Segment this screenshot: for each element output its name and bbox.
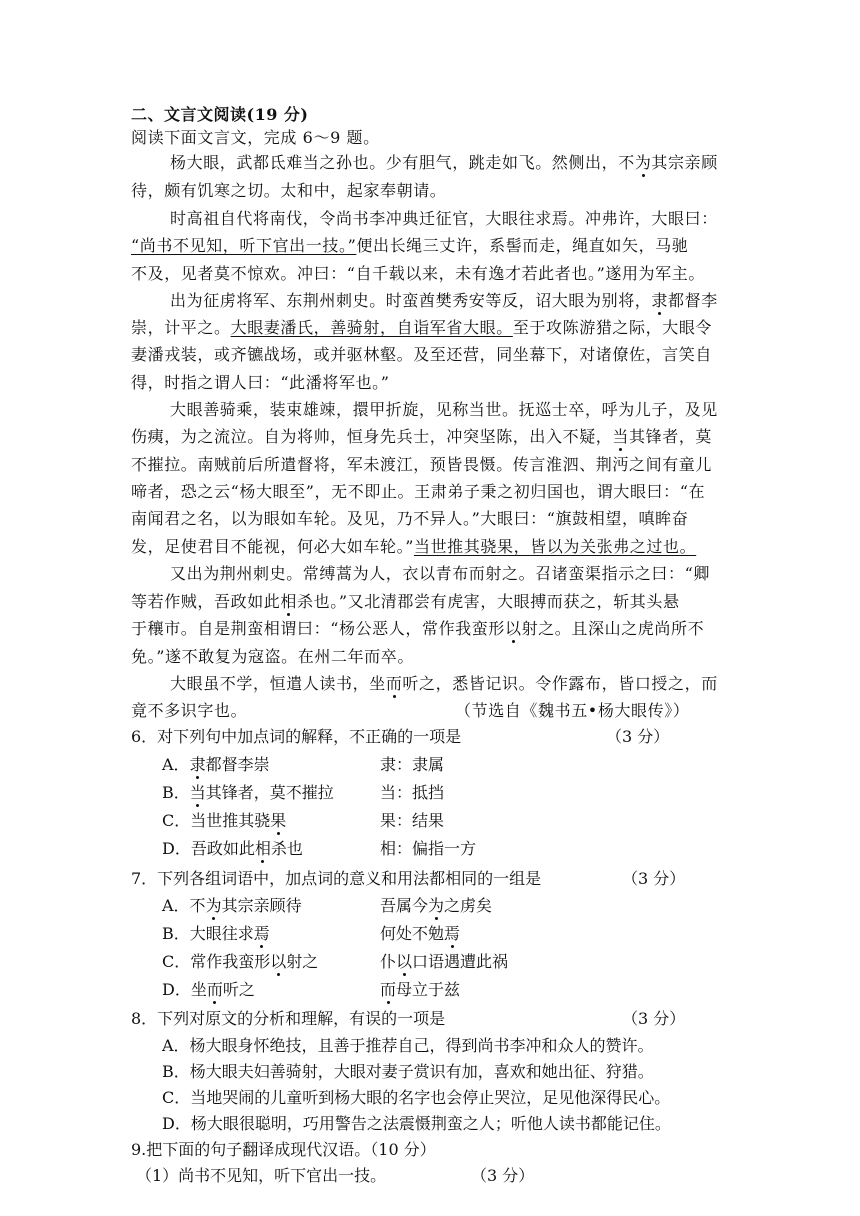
emphasis-dot-char: 而 xyxy=(206,980,223,999)
underlined-sentence: 当世推其骁果，皆以为关张弗之过也。 xyxy=(413,537,697,556)
passage-line: “尚书不见知，听下官出一技。”便出长绳三丈许，系髻而走，绳直如矢，马驰 xyxy=(131,236,689,255)
emphasis-dot-char: 以 xyxy=(270,952,287,971)
passage-line: 大眼虽不学，恒遣人读书，坐而听之，悉皆记识。令作露布，皆口授之，而 xyxy=(170,674,718,693)
passage-source: （节选自《魏书五•杨大眼传》） xyxy=(455,701,690,720)
q7-option-c: C．常作我蛮形以射之 xyxy=(162,952,319,971)
q6-option-c: C．当世推其骁果 xyxy=(162,811,287,830)
question-9-sub1: （1）尚书不见知，听下官出一技。 xyxy=(136,1166,387,1185)
q6-option-a: A．隶都督李崇 xyxy=(162,755,270,774)
q7-option-b: B．大眼往求焉 xyxy=(162,924,270,943)
underlined-sentence: 大眼妻潘氏，善骑射，自诣军省大眼。 xyxy=(230,318,513,337)
emphasis-dot-char: 相 xyxy=(254,839,271,858)
q6-option-c-gloss: 果：结果 xyxy=(380,811,445,830)
emphasis-dot-char: 而 xyxy=(380,980,397,999)
q7-option-b-compare: 何处不勉焉 xyxy=(380,924,461,943)
emphasis-dot-char: 隶 xyxy=(651,291,669,310)
q6-option-d-gloss: 相：偏指一方 xyxy=(380,839,477,858)
passage-line: 等若作贼，吾政如此相杀也。”又北清郡尝有虎害，大眼搏而获之，斩其头悬 xyxy=(131,592,680,611)
passage-line: 又出为荆州刺史。常缚蒿为人，衣以青布而射之。召诸蛮渠指示之曰：“卿 xyxy=(170,564,710,583)
passage-line: 不及，见者莫不惊欢。冲曰：“自千载以来，未有逸才若此者也。”遂用为军主。 xyxy=(131,264,705,283)
emphasis-dot-char: 隶 xyxy=(189,755,206,774)
question-6-score: （3 分） xyxy=(606,727,670,746)
question-9-sub1-score: （3 分） xyxy=(471,1166,535,1185)
q7-option-d: D．坐而听之 xyxy=(162,980,255,999)
q6-option-a-gloss: 隶：隶属 xyxy=(380,755,445,774)
passage-line: 发，足使君目不能视，何必大如车轮。”当世推其骁果，皆以为关张弗之过也。 xyxy=(131,537,697,556)
question-7-stem: 7．下列各组词语中，加点词的意义和用法都相同的一组是 xyxy=(131,869,542,888)
emphasis-dot-char: 当 xyxy=(612,427,630,446)
emphasis-dot-char: 为 xyxy=(428,896,445,915)
q6-option-d: D．吾政如此相杀也 xyxy=(162,839,303,858)
emphasis-dot-char: 当 xyxy=(189,783,206,802)
passage-line: 得，时指之谓人曰：“此潘将军也。” xyxy=(131,373,390,392)
passage-line: 妻潘戎装，或齐镳战场，或并驱林壑。及至还营，同坐幕下，对诸僚佐，言笑自 xyxy=(131,345,713,364)
q7-option-a: A．不为其宗亲顾待 xyxy=(162,896,302,915)
passage-line: 出为征虏将军、东荆州刺史。时蛮酋樊秀安等反，诏大眼为别将，隶都督李 xyxy=(170,291,718,310)
q6-option-b-gloss: 当：抵挡 xyxy=(380,783,445,802)
passage-line: 于穰市。自是荆蛮相谓曰：“杨公恶人，常作我蛮形以射之。且深山之虎尚所不 xyxy=(131,619,705,638)
question-7-score: （3 分） xyxy=(622,869,686,888)
section-title: 二、文言文阅读(19 分) xyxy=(131,105,309,124)
emphasis-dot-char: 果 xyxy=(270,811,287,830)
question-9-stem: 9.把下面的句子翻译成现代汉语。（10 分） xyxy=(131,1140,436,1159)
question-8-score: （3 分） xyxy=(622,1009,686,1028)
passage-line: 竟不多识字也。 xyxy=(131,701,248,720)
emphasis-dot-char: 焉 xyxy=(253,924,270,943)
emphasis-dot-char: 为 xyxy=(634,153,652,172)
passage-line: 崇，计平之。大眼妻潘氏，善骑射，自诣军省大眼。至于攻陈游猎之际，大眼令 xyxy=(131,318,713,337)
passage-line: 杨大眼，武都氐难当之孙也。少有胆气，跳走如飞。然侧出，不为其宗亲顾 xyxy=(170,153,718,172)
q8-option-c: C．当地哭闹的儿童听到杨大眼的名字也会停止哭泣，足见他深得民心。 xyxy=(162,1088,671,1107)
passage-line: 不摧拉。南贼前后所遣督将，军未渡江，预皆畏慑。传言淮泗、荆沔之间有童儿 xyxy=(131,455,713,474)
q7-option-a-compare: 吾属今为之虏矣 xyxy=(380,896,493,915)
passage-line: 南闻君之名，以为眼如车轮。及见，乃不异人。”大眼曰：“旗鼓相望，嗔眸奋 xyxy=(131,509,689,528)
passage-line: 时高祖自代将南伐，令尚书李冲典迁征官，大眼往求焉。冲弗许，大眼曰： xyxy=(170,209,718,228)
q8-option-a: A．杨大眼身怀绝技，且善于推荐自己，得到尚书李冲和众人的赞许。 xyxy=(162,1036,654,1055)
emphasis-dot-char: 以 xyxy=(396,952,413,971)
section-intro: 阅读下面文言文，完成 6～9 题。 xyxy=(131,128,380,147)
passage-line: 伤痍，为之流泣。自为将帅，恒身先兵士，冲突坚陈，出入不疑，当其锋者，莫 xyxy=(131,427,713,446)
passage-line: 待，颇有饥寒之切。太和中，起家奉朝请。 xyxy=(131,181,447,200)
q8-option-d: D．杨大眼很聪明，巧用警告之法震慑荆蛮之人；听他人读书都能记住。 xyxy=(162,1114,671,1133)
q7-option-d-compare: 而母立于兹 xyxy=(380,980,461,999)
underlined-sentence: “尚书不见知，听下官出一技。” xyxy=(131,236,357,255)
q7-option-c-compare: 仆以口语遇遭此祸 xyxy=(380,952,509,971)
passage-line: 啼者，恐之云“杨大眼至”，无不即止。王肃弟子秉之初归国也，谓大眼曰：“在 xyxy=(131,482,706,501)
question-8-stem: 8．下列对原文的分析和理解，有误的一项是 xyxy=(131,1009,446,1028)
emphasis-dot-char: 而 xyxy=(385,674,403,693)
emphasis-dot-char: 相 xyxy=(280,592,298,611)
passage-line: 大眼善骑乘，装束雄竦，擐甲折旋，见称当世。抚巡士卒，呼为儿子，及见 xyxy=(170,400,718,419)
question-6-stem: 6．对下列句中加点词的解释，不正确的一项是 xyxy=(131,727,462,746)
q6-option-b: B．当其锋者，莫不摧拉 xyxy=(162,783,334,802)
passage-line: 免。”遂不敢复为寇盗。在州二年而卒。 xyxy=(131,647,414,666)
emphasis-dot-char: 为 xyxy=(205,896,222,915)
emphasis-dot-char: 以 xyxy=(504,619,522,638)
q8-option-b: B．杨大眼夫妇善骑射，大眼对妻子赏识有加，喜欢和她出征、狩猎。 xyxy=(162,1062,654,1081)
emphasis-dot-char: 焉 xyxy=(444,924,461,943)
